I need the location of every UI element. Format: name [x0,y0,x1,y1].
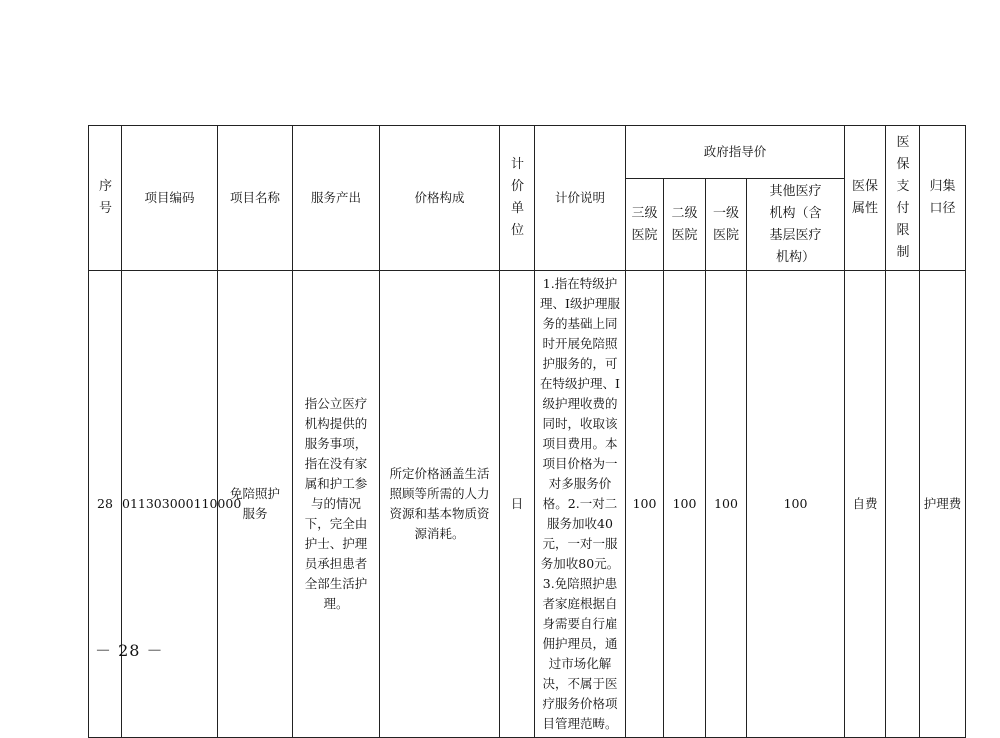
header-service-output: 服务产出 [293,126,380,271]
cell-unit: 日 [500,271,535,738]
header-level1: 一级医院 [706,179,747,271]
cell-seq: 28 [89,271,122,738]
cell-category: 护理费 [920,271,966,738]
header-level3: 三级医院 [626,179,664,271]
header-category: 归集口径 [920,126,966,271]
cell-insurance-limit [886,271,920,738]
cell-price-composition: 所定价格涵盖生活照顾等所需的人力资源和基本物质资源消耗。 [380,271,500,738]
cell-insurance-attr: 自费 [845,271,886,738]
header-code: 项目编码 [122,126,218,271]
header-gov-price: 政府指导价 [626,126,845,179]
header-seq: 序号 [89,126,122,271]
header-price-composition: 价格构成 [380,126,500,271]
pricing-table [88,125,966,738]
header-level2: 二级医院 [664,179,706,271]
cell-level1: 100 [706,271,747,738]
cell-level3: 100 [626,271,664,738]
header-unit: 计价单位 [500,126,535,271]
header-insurance-attr: 医保属性 [845,126,886,271]
header-row-top [89,126,966,179]
cell-level2: 100 [664,271,706,738]
header-name: 项目名称 [218,126,293,271]
header-other: 其他医疗机构（含基层医疗机构） [747,179,845,271]
header-pricing-note: 计价说明 [535,126,626,271]
cell-other: 100 [747,271,845,738]
table-row [89,271,966,738]
cell-name: 免陪照护服务 [218,271,293,738]
cell-service-output: 指公立医疗机构提供的服务事项，指在没有家属和护工参与的情况下，完全由护士、护理员承担患者全部生活护理。 [293,271,380,738]
cell-pricing-note: 1.指在特级护理、Ⅰ级护理服务的基础上同时开展免陪照护服务的，可在特级护理、Ⅰ级护理收费的同时，收取该项目费用。本项目价格为一对多服务价格。2.一对二服务加收40元，一对一服务加收80元。3.免陪照护患者家庭根据自身需要自行雇佣护理员，通过市场化解决，不属于医疗服务价格项目管理范畴。 [535,271,626,738]
page-number: － 28 － [95,641,164,660]
header-insurance-limit: 医保支付限制 [886,126,920,271]
cell-code: 011303000110000 [122,271,218,738]
